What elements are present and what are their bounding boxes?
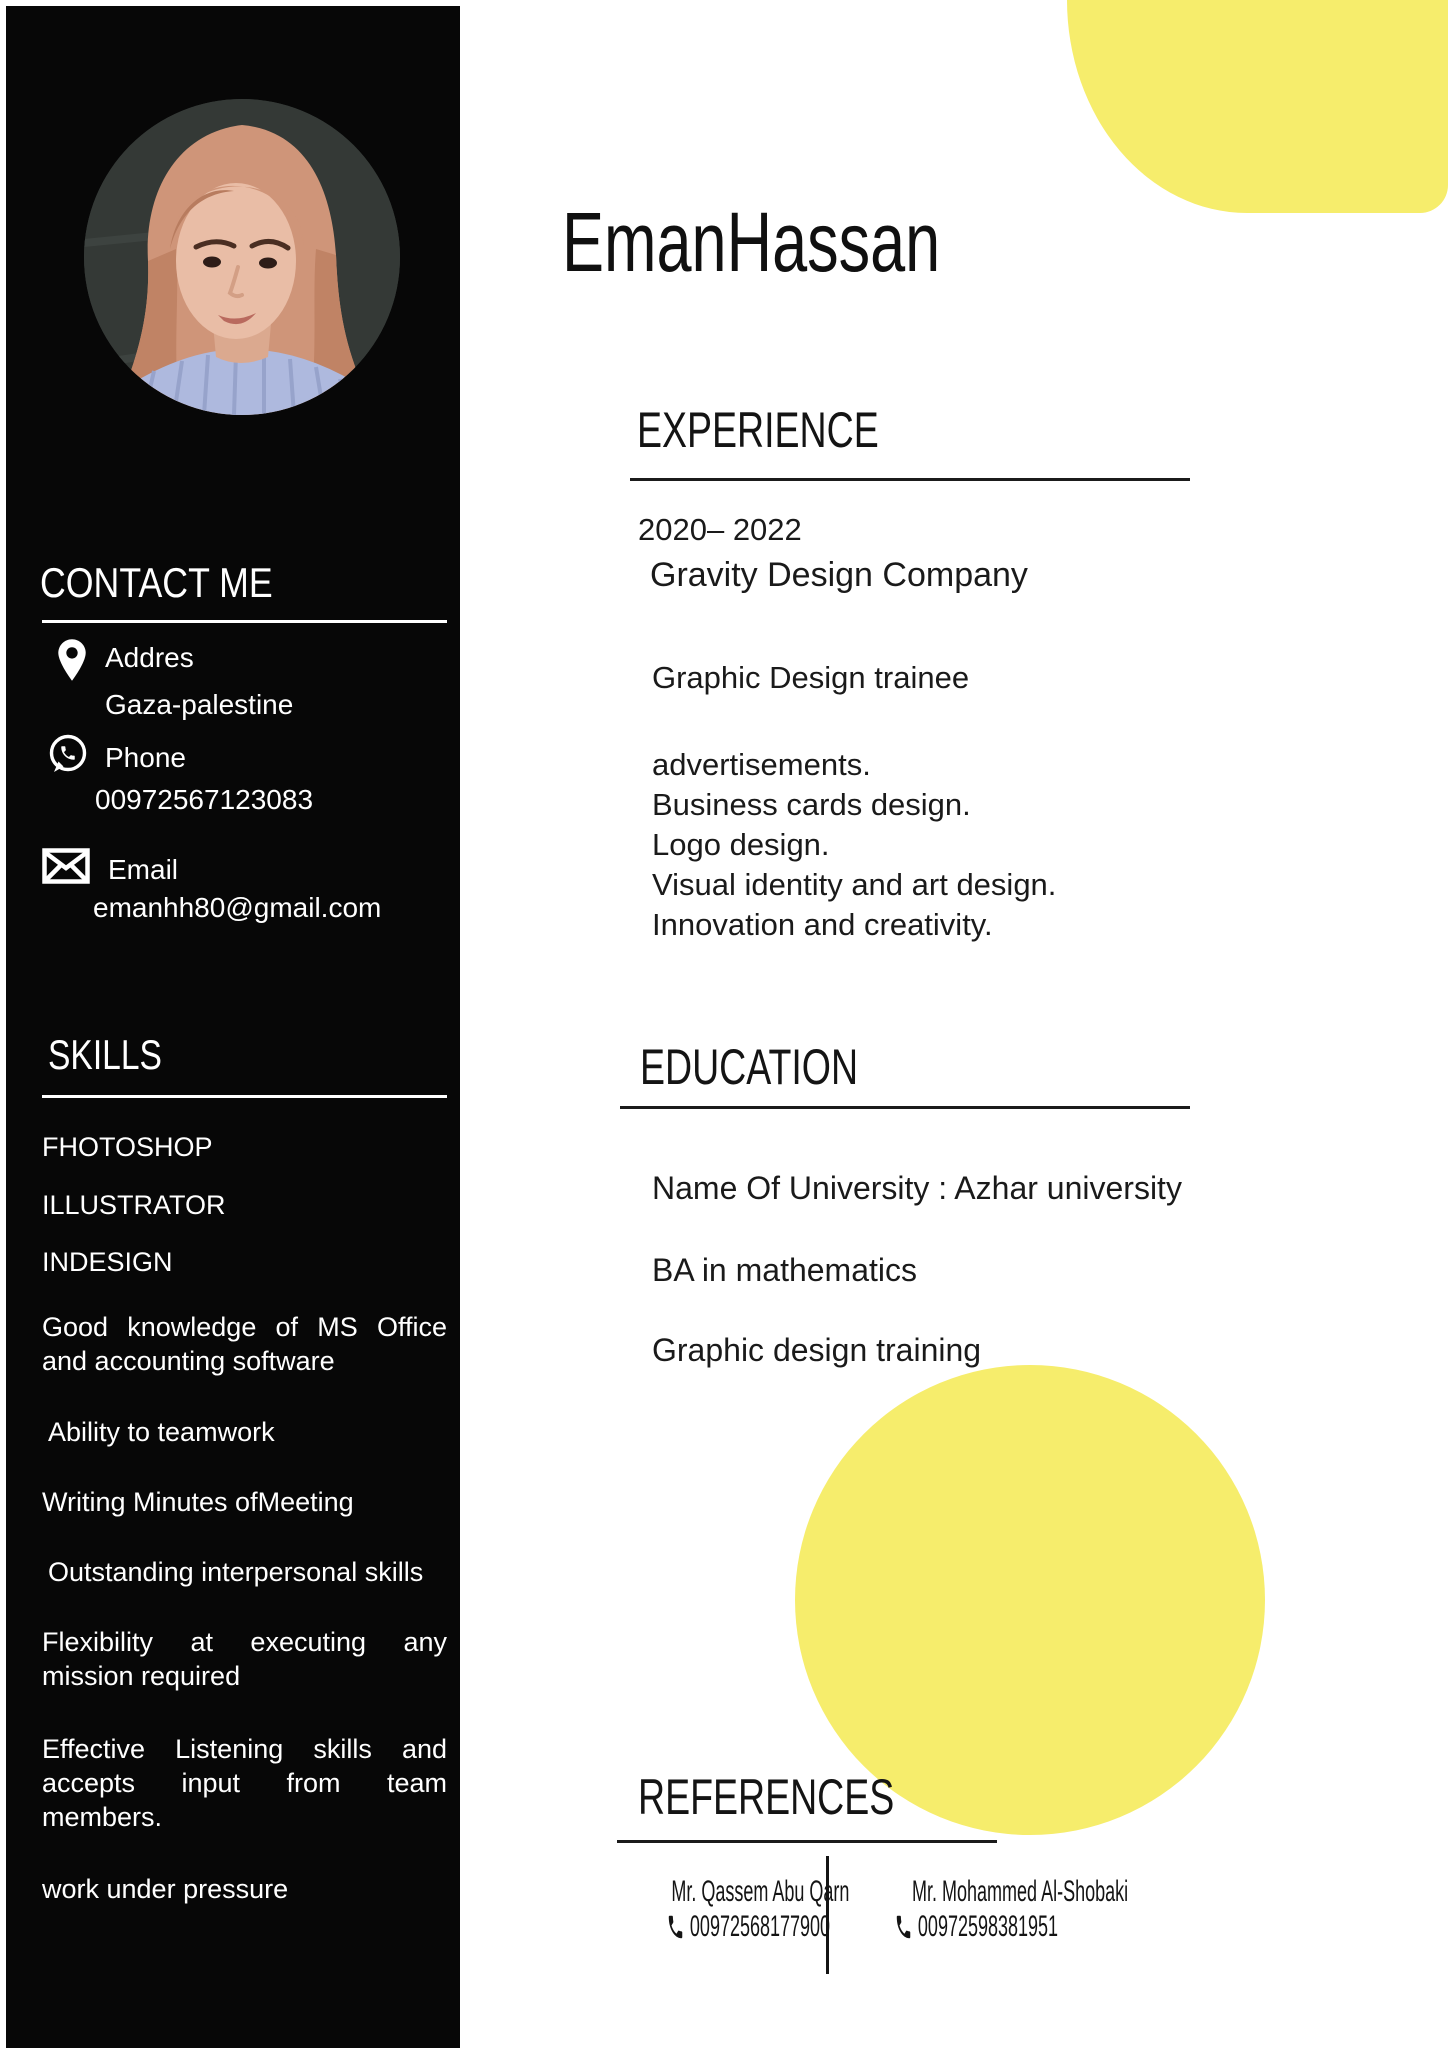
skill-item: INDESIGN [42,1247,173,1277]
education-heading-text: EDUCATION [640,1039,859,1095]
experience-period: 2020– 2022 [638,512,802,547]
experience-role: Graphic Design trainee [652,660,970,695]
experience-bullet-line: advertisements. [652,747,871,782]
reference-phone [840,1912,1080,1948]
skill-item: Writing Minutes ofMeeting [42,1487,354,1517]
profile-photo [84,99,400,415]
email-label: Email [108,854,179,885]
education-line: Name Of University : Azhar university [652,1170,1182,1206]
experience-bullet-line: Innovation and creativity. [652,907,993,942]
skill-item: Good knowledge of MS Office and accounting software [42,1312,447,1376]
person-name-text: EmanHassan [562,195,941,289]
phone-value: 00972567123083 [95,784,314,815]
references-underline [617,1840,997,1843]
skills-heading [48,1031,190,1078]
envelope-icon [42,848,90,884]
person-name [562,195,1066,289]
skill-item: Outstanding interpersonal skills [48,1557,424,1587]
reference-entry [840,1875,1129,1948]
references-heading-text: REFERENCES [638,1769,895,1825]
references-heading [638,1769,980,1825]
education-heading [640,1039,931,1095]
experience-company: Gravity Design Company [650,556,1028,594]
contact-heading-text: CONTACT ME [40,559,273,606]
experience-bullets [652,745,1056,945]
skill-item: Effective Listening skills and accepts input from team members. [42,1734,447,1832]
phone-icon [895,1912,913,1942]
reference-phone-number: 00972568177900 [689,1910,831,1943]
skill-item: FHOTOSHOP [42,1132,213,1162]
contact-underline [42,620,447,623]
contact-heading [40,559,314,606]
portrait-illustration [84,99,400,415]
reference-phone [612,1912,832,1948]
reference-phone-number: 00972598381951 [917,1910,1059,1943]
address-label: Addres [105,642,194,673]
skills-underline [42,1095,447,1098]
skill-item: Ability to teamwork [48,1417,275,1447]
skill-item: work under pressure [42,1874,289,1904]
address-value: Gaza-palestine [105,689,294,720]
skills-heading-text: SKILLS [48,1031,162,1078]
experience-underline [630,478,1190,481]
experience-bullet-line: Business cards design. [652,787,971,822]
skill-item: ILLUSTRATOR [42,1190,226,1220]
skill-item: Flexibility at executing any mission required [42,1627,447,1691]
reference-entry [612,1875,850,1948]
email-value: emanhh80@gmail.com [93,892,382,923]
phone-icon [667,1912,685,1942]
experience-heading [637,402,959,458]
whatsapp-icon [46,732,90,776]
yellow-circle-shape [795,1365,1265,1835]
experience-bullet-line: Logo design. [652,827,830,862]
location-pin-icon [55,637,89,683]
experience-bullet-line: Visual identity and art design. [652,867,1057,902]
experience-heading-text: EXPERIENCE [637,402,879,458]
phone-label: Phone [105,742,186,773]
reference-name: Mr. Mohammed Al-Shobaki [912,1875,1129,1908]
education-line: BA in mathematics [652,1252,917,1288]
reference-name: Mr. Qassem Abu Qarn [671,1875,850,1908]
education-underline [620,1106,1190,1109]
yellow-corner-shape [1067,0,1448,213]
education-line: Graphic design training [652,1332,982,1368]
